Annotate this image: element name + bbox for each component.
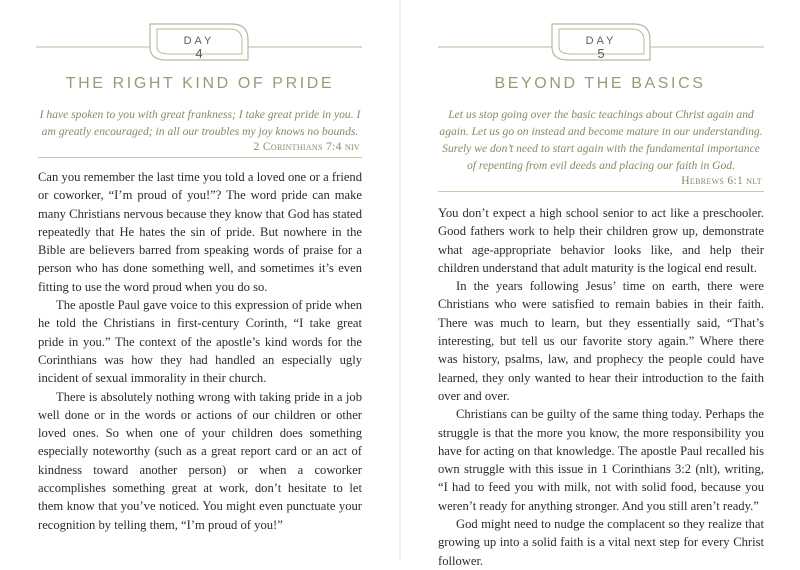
verse-divider — [38, 157, 362, 158]
scripture-reference: Hebrews 6:1 nlt — [681, 174, 762, 187]
body-paragraph: The apostle Paul gave voice to this expression of pride when he told the Christians in first-century Corinth, “I take great pride in you.” The context of the apostle’s kind words for the Corinthians was how they had handled an especially ugly incident of sexual immorality in their church. — [38, 298, 362, 386]
devotional-body — [438, 204, 764, 570]
page-title: BEYOND THE BASICS — [494, 75, 706, 92]
page-title: THE RIGHT KIND OF PRIDE — [65, 75, 335, 92]
day-label: DAY — [183, 35, 215, 47]
day-number: 4 — [195, 46, 203, 61]
left-page — [0, 0, 400, 560]
scripture-reference: 2 Corinthians 7:4 niv — [253, 140, 360, 153]
body-paragraph: God might need to nudge the complacent so they realize that growing up into a solid faith is a vital next step for every Christ follower. — [438, 517, 764, 568]
day-number: 5 — [597, 46, 605, 61]
body-paragraph: Can you remember the last time you told a loved one or a friend or coworker, “I’m proud of you!”? The word pride can make many Christians nervous because they know that God has stated repeatedly that He hates the sin of pride. But nowhere in the Bible are believers barred from speaking words of praise for a person who has done something well, and sometimes it’s even fitting to use the word proud when you do so. — [38, 170, 362, 294]
body-paragraph: You don’t expect a high school senior to act like a preschooler. Good fathers work to help their children grow up, demonstrate what age-appropriate behavior looks like, and help their children understand that adult maturity is the logical end result. — [438, 206, 764, 275]
body-paragraph: There is absolutely nothing wrong with taking pride in a job well done or in the words or actions of our children or other loved ones. So when one of your children does something especially noteworthy (such as a great report card or an act of kindness toward another person) or when a coworker accomplishes something great at work, don’t hesitate to let them know that you’ve noticed. You might even punctuate your recognition by telling them, “I’m proud of you!” — [38, 389, 362, 532]
scripture-verse: I have spoken to you with great frankness; I take great pride in you. I am greatly encouraged; in all our troubles my joy knows no bounds. — [39, 108, 361, 138]
verse-divider — [438, 191, 764, 192]
body-paragraph: In the years following Jesus’ time on earth, there were Christians who were satisfied to remain babies in their faith. There was much to learn, but they essentially said, “That’s interesting, but tell us our favorite story again.” Where there was history, psalms, law, and prophecy the people could have learned, they only wanted to hear their introduction to the faith over and over. — [438, 279, 764, 403]
scripture-verse: Let us stop going over the basic teachings about Christ again and again. Let us go on instead and become mature in our understanding. Surely we don’t need to start again with the fundamental importance of repenting from evil deeds and placing our faith in God. — [439, 108, 763, 172]
day-label: DAY — [585, 35, 617, 47]
right-page — [400, 0, 800, 568]
body-paragraph: Christians can be guilty of the same thing today. Perhaps the struggle is that the more you know, the more responsibility you have for acting on that knowledge. The apostle Paul recalled his own struggle with this issue in 1 Corinthians 3:2 (nlt), writing, “I had to feed you with milk, not with solid food, because you weren’t ready for anything stronger. And you still aren’t ready.” — [438, 407, 764, 513]
devotional-body — [38, 168, 362, 534]
